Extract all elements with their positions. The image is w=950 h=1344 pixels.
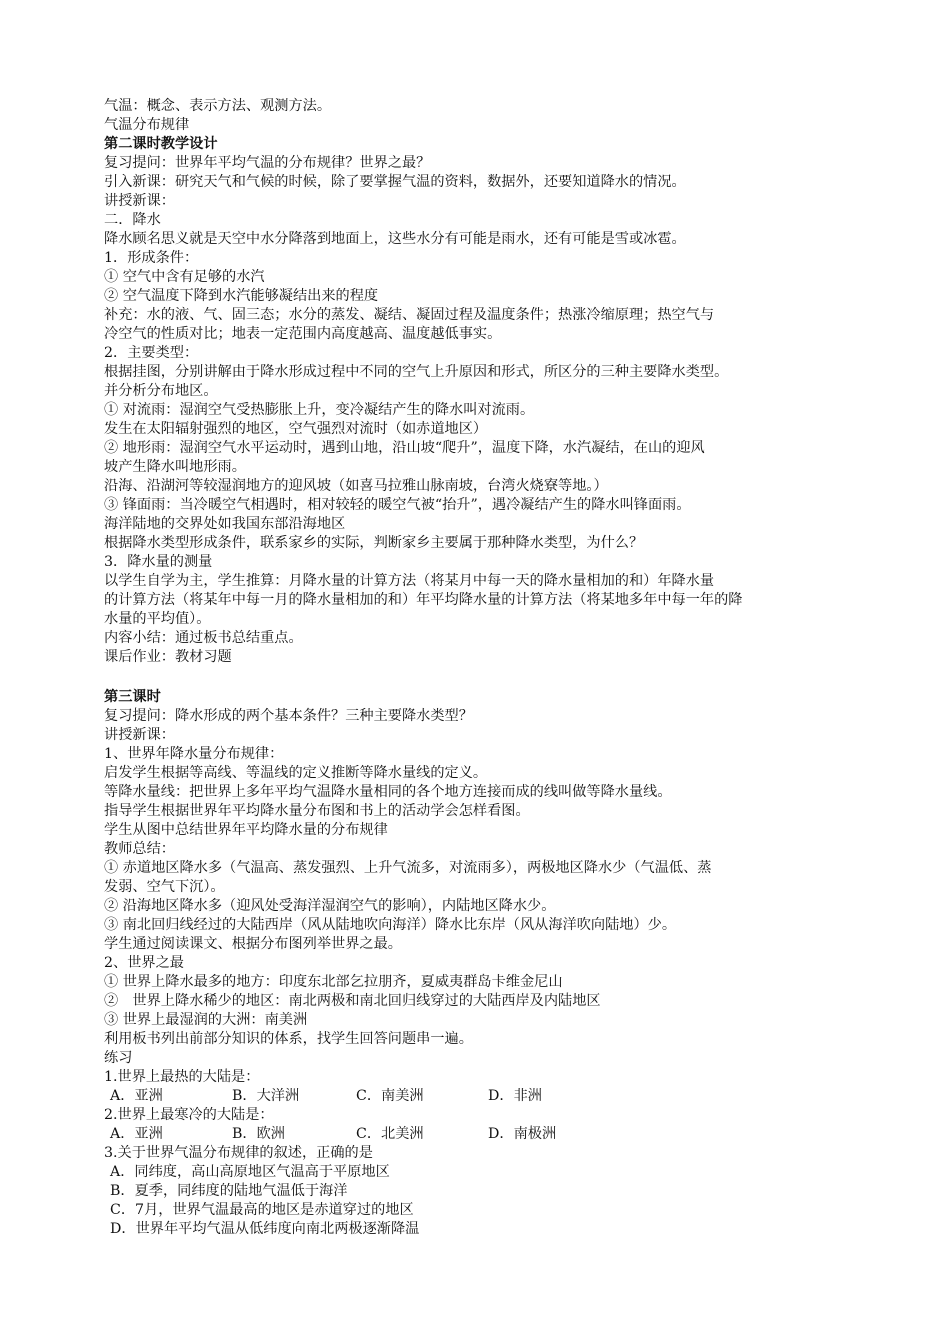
text-line: 2．主要类型： <box>104 345 199 361</box>
option-c: C．南美洲 <box>356 1088 424 1104</box>
text-line: 复习提问：世界年平均气温的分布规律？世界之最？ <box>104 155 431 171</box>
text-line: ② 沿海地区降水多（迎风处受海洋湿润空气的影响），内陆地区降水少。 <box>104 898 556 914</box>
text-line: 发生在太阳辐射强烈的地区，空气强烈对流时（如赤道地区） <box>104 421 488 437</box>
text-line: 练习 <box>104 1050 133 1066</box>
option-a: A．亚洲 <box>110 1088 163 1104</box>
text-line: 海洋陆地的交界处如我国东部沿海地区 <box>104 516 346 532</box>
text-line: 3．降水量的测量 <box>104 554 213 570</box>
text-line: ① 赤道地区降水多（气温高、蒸发强烈、上升气流多，对流雨多），两极地区降水少（气温低、蒸 <box>104 860 712 876</box>
text-line: ① 对流雨：湿润空气受热膨胀上升，变冷凝结产生的降水叫对流雨。 <box>104 402 535 418</box>
option-b: B．欧洲 <box>232 1126 285 1142</box>
text-line: 并分析分布地区。 <box>104 383 218 399</box>
text-line: 降水顾名思义就是天空中水分降落到地面上，这些水分有可能是雨水，还有可能是雪或冰雹。 <box>104 231 686 247</box>
text-line: 二．降水 <box>104 212 161 228</box>
text-line: 讲授新课： <box>104 193 175 209</box>
text-line: 冷空气的性质对比；地表一定范围内高度越高、温度越低事实。 <box>104 326 502 342</box>
question-1: 1.世界上最热的大陆是： <box>104 1069 260 1085</box>
text-line: 气温：概念、表示方法、观测方法。 <box>104 98 332 114</box>
text-line: 教师总结： <box>104 841 175 857</box>
option-c: C．7月，世界气温最高的地区是赤道穿过的地区 <box>110 1202 414 1218</box>
text-line: 1、世界年降水量分布规律： <box>104 746 284 762</box>
text-line: 利用板书列出前部分知识的体系，找学生回答问题串一遍。 <box>104 1031 473 1047</box>
text-line: 引入新课：研究天气和气候的时候，除了要掌握气温的资料，数据外，还要知道降水的情况。 <box>104 174 686 190</box>
text-line: 根据降水类型形成条件，联系家乡的实际，判断家乡主要属于那种降水类型，为什么？ <box>104 535 644 551</box>
text-line: ② 空气温度下降到水汽能够凝结出来的程度 <box>104 288 379 304</box>
text-line: 以学生自学为主，学生推算：月降水量的计算方法（将某月中每一天的降水量相加的和）年降水量 <box>104 573 715 589</box>
section-heading: 第二课时教学设计 <box>104 136 218 152</box>
option-a: A．亚洲 <box>110 1126 163 1142</box>
text-line: ① 世界上降水最多的地方：印度东北部乞拉朋齐，夏威夷群岛卡维金尼山 <box>104 974 563 990</box>
text-line: 补充：水的液、气、固三态；水分的蒸发、凝结、凝固过程及温度条件；热涨冷缩原理；热空气与 <box>104 307 715 323</box>
text-line: 学生从图中总结世界年平均降水量的分布规律 <box>104 822 388 838</box>
text-line: 气温分布规律 <box>104 117 190 133</box>
text-line: 指导学生根据世界年平均降水量分布图和书上的活动学会怎样看图。 <box>104 803 530 819</box>
text-line: ③ 南北回归线经过的大陆西岸（风从陆地吹向海洋）降水比东岸（风从海洋吹向陆地）少。 <box>104 917 677 933</box>
text-line: 学生通过阅读课文、根据分布图列举世界之最。 <box>104 936 402 952</box>
text-line: ③ 世界上最湿润的大洲：南美洲 <box>104 1012 308 1028</box>
text-line: 内容小结：通过板书总结重点。 <box>104 630 303 646</box>
text-line: 根据挂图，分别讲解由于降水形成过程中不同的空气上升原因和形式，所区分的三种主要降水类型。 <box>104 364 729 380</box>
text-line: 坡产生降水叫地形雨。 <box>104 459 246 475</box>
option-b: B．夏季，同纬度的陆地气温低于海洋 <box>110 1183 348 1199</box>
text-line: ② 地形雨：湿润空气水平运动时，遇到山地，沿山坡“爬升”，温度下降，水汽凝结，在山的迎风 <box>104 440 705 456</box>
text-line: 启发学生根据等高线、等温线的定义推断等降水量线的定义。 <box>104 765 488 781</box>
question-2: 2.世界上最寒冷的大陆是： <box>104 1107 274 1123</box>
section-heading: 第三课时 <box>104 689 161 705</box>
text-line: 等降水量线：把世界上多年平均气温降水量相同的各个地方连接而成的线叫做等降水量线。 <box>104 784 672 800</box>
question-3: 3.关于世界气温分布规律的叙述，正确的是 <box>104 1145 373 1161</box>
text-line: 讲授新课： <box>104 727 175 743</box>
text-line: 复习提问：降水形成的两个基本条件？三种主要降水类型？ <box>104 708 473 724</box>
option-c: C．北美洲 <box>356 1126 424 1142</box>
option-a: A．同纬度，高山高原地区气温高于平原地区 <box>110 1164 390 1180</box>
text-line: 的计算方法（将某年中每一月的降水量相加的和）年平均降水量的计算方法（将某地多年中每一年的降 <box>104 592 743 608</box>
option-d: D．南极洲 <box>488 1126 557 1142</box>
option-d: D．非洲 <box>488 1088 542 1104</box>
text-line: ② 世界上降水稀少的地区：南北两极和南北回归线穿过的大陆西岸及内陆地区 <box>104 993 601 1009</box>
text-line: 沿海、沿湖河等较湿润地方的迎风坡（如喜马拉雅山脉南坡，台湾火烧寮等地。） <box>104 478 608 494</box>
option-b: B．大洋洲 <box>232 1088 300 1104</box>
text-line: 课后作业：教材习题 <box>104 649 232 665</box>
text-line: 1．形成条件： <box>104 250 199 266</box>
text-line: 水量的平均值）。 <box>104 611 211 627</box>
text-line: ① 空气中含有足够的水汽 <box>104 269 265 285</box>
text-line: 2、世界之最 <box>104 955 184 971</box>
text-line: ③ 锋面雨：当冷暖空气相遇时，相对较轻的暖空气被“抬升”，遇冷凝结产生的降水叫锋面雨。 <box>104 497 691 513</box>
option-d: D．世界年平均气温从低纬度向南北两极逐渐降温 <box>110 1221 420 1237</box>
text-line: 发弱、空气下沉）。 <box>104 879 225 895</box>
